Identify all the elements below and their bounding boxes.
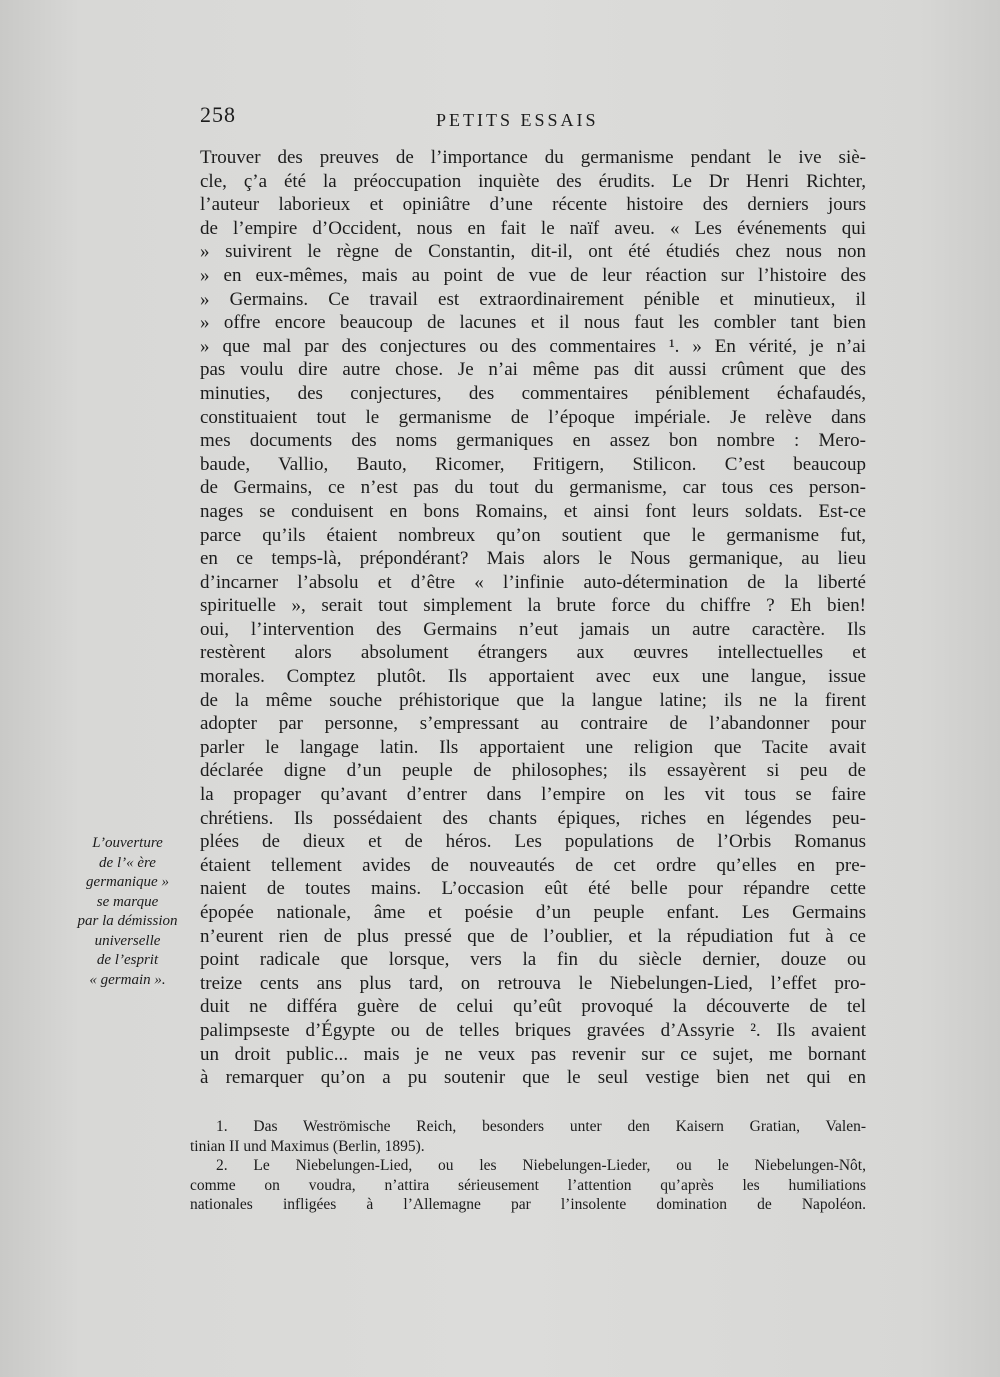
margin-note — [60, 834, 195, 990]
body-line: minuties, des conjectures, des commentaires péniblement échafaudés, — [200, 382, 866, 404]
margin-note-line: L’ouverture — [92, 835, 163, 851]
body-line: en ce temps-là, prépondérant? Mais alors le Nous germanique, au lieu — [200, 548, 866, 570]
body-line: épopée nationale, âme et poésie d’un peuple enfant. Les Germains — [200, 902, 866, 923]
body-line: baude, Vallio, Bauto, Ricomer, Fritigern, Stilicon. C’est beaucoup — [200, 453, 866, 475]
body-line: l’auteur laborieux et opiniâtre d’une récente histoire des derniers jours — [200, 194, 866, 216]
footnote-line: nationales infligées à l’Allemagne par l’insolente domination de Napoléon. — [190, 1196, 866, 1213]
footnote-line: 1. Das Weströmische Reich, besonders unter den Kaisern Gratian, Valen- — [216, 1118, 866, 1135]
body-line: chrétiens. Ils possédaient des chants épiques, riches en légendes peu- — [200, 807, 866, 829]
footnote-line: tinian II und Maximus (Berlin, 1895). — [190, 1137, 425, 1155]
body-line: » Germains. Ce travail est extraordinairement pénible et minutieux, il — [200, 288, 866, 310]
body-line: d’incarner l’absolu et d’être « l’infinie auto-détermination de la liberté — [200, 571, 866, 593]
body-line: treize cents ans plus tard, on retrouva le Niebelungen-Lied, l’effet pro- — [200, 972, 866, 994]
body-line: » offre encore beaucoup de lacunes et il nous faut les combler tant bien — [200, 312, 866, 334]
margin-note-line: universelle — [94, 932, 161, 949]
page-header — [200, 100, 866, 134]
body-line: » que mal par des conjectures ou des commentaires ¹. » En vérité, je n’ai — [200, 335, 866, 357]
body-line: mes documents des noms germaniques en assez bon nombre : Mero- — [200, 430, 866, 452]
body-line: de l’empire d’Occident, nous en fait le naïf aveu. « Les événements qui — [200, 217, 866, 239]
body-line: la propager qu’avant d’entrer dans l’empire on les vit tous se faire — [200, 784, 866, 806]
margin-note-line: se marque — [96, 893, 159, 910]
body-line: parce qu’ils étaient nombreux qu’on soutient que le germanisme fut, — [200, 524, 866, 546]
body-line: de la même souche préhistorique que la langue latine; ils ne la firent — [200, 689, 866, 711]
footnotes — [190, 1117, 866, 1215]
body-line: de Germains, ce n’est pas du tout du germanisme, car tous ces person- — [200, 477, 866, 499]
body-line: cle, ç’a été la préoccupation inquiète des érudits. Le Dr Henri Richter, — [200, 170, 866, 192]
body-line: constituaient tout le germanisme de l’époque impériale. Je relève dans — [200, 406, 866, 428]
margin-note-line: de l’esprit — [96, 952, 159, 968]
body-line: » suivirent le règne de Constantin, dit-il, ont été étudiés chez nous non — [200, 241, 866, 263]
footnote-line: 2. Le Niebelungen-Lied, ou les Niebelungen-Lieder, ou le Niebelungen-Nôt, — [216, 1157, 866, 1174]
running-title: PETITS ESSAIS — [436, 110, 599, 130]
body-line: naient de toutes mains. L’occasion eût été belle pour répandre cette — [200, 878, 866, 900]
body-line: déclarée digne d’un peuple de philosophes; ils essayèrent si peu de — [200, 760, 866, 782]
body-line: un droit public... mais je ne veux pas revenir sur ce sujet, me bornant — [200, 1043, 866, 1065]
body-line: pas voulu dire autre chose. Je n’ai même pas dit aussi crûment que des — [200, 359, 866, 381]
margin-note-line: germanique » — [86, 874, 169, 890]
body-line: palimpseste d’Égypte ou de telles briques gravées d’Assyrie ². Ils avaient — [200, 1019, 866, 1041]
body-line: oui, l’intervention des Germains n’eut jamais un autre caractère. Ils — [200, 618, 866, 640]
page-number: 258 — [200, 102, 236, 127]
body-line: étaient tellement avides de nouveautés de cet ordre qu’elles en pre- — [200, 854, 866, 876]
margin-note-line: « germain ». — [89, 971, 166, 988]
body-line: nages se conduisent en bons Romains, et ainsi font leurs soldats. Est-ce — [200, 500, 866, 522]
footnote-line: comme on voudra, n’attira sérieusement l’attention qu’après les humiliations — [190, 1176, 866, 1194]
margin-note-line: par la démission — [77, 913, 178, 929]
body-line: plées de dieux et de héros. Les populations de l’Orbis Romanus — [200, 831, 866, 853]
margin-note-line: de l’« ère — [99, 854, 156, 871]
body-line: » en eux-mêmes, mais au point de vue de leur réaction sur l’histoire des — [200, 264, 866, 286]
body-line: point radicale que lorsque, vers la fin du siècle dernier, douze ou — [200, 949, 866, 971]
body-line: parler le langage latin. Ils apportaient une religion que Tacite avait — [200, 736, 866, 758]
body-line: duit ne différa guère de celui qu’eût provoqué la découverte de tel — [200, 996, 866, 1018]
body-line: adopter par personne, s’empressant au contraire de l’abandonner pour — [200, 713, 866, 735]
body-line: n’eurent rien de plus pressé que de l’oublier, et la répudiation fut à ce — [200, 925, 866, 947]
body-line: restèrent alors absolument étrangers aux œuvres intellectuelles et — [200, 642, 866, 664]
body-line: Trouver des preuves de l’importance du germanisme pendant le ive siè- — [200, 147, 866, 168]
body-text — [200, 146, 866, 1116]
body-line: à remarquer qu’on a pu soutenir que le seul vestige bien net qui en — [200, 1067, 866, 1089]
body-line: spirituelle », serait tout simplement la brute force du chiffre ? Eh bien! — [200, 595, 866, 617]
body-line: morales. Comptez plutôt. Ils apportaient avec eux une langue, issue — [200, 666, 866, 688]
